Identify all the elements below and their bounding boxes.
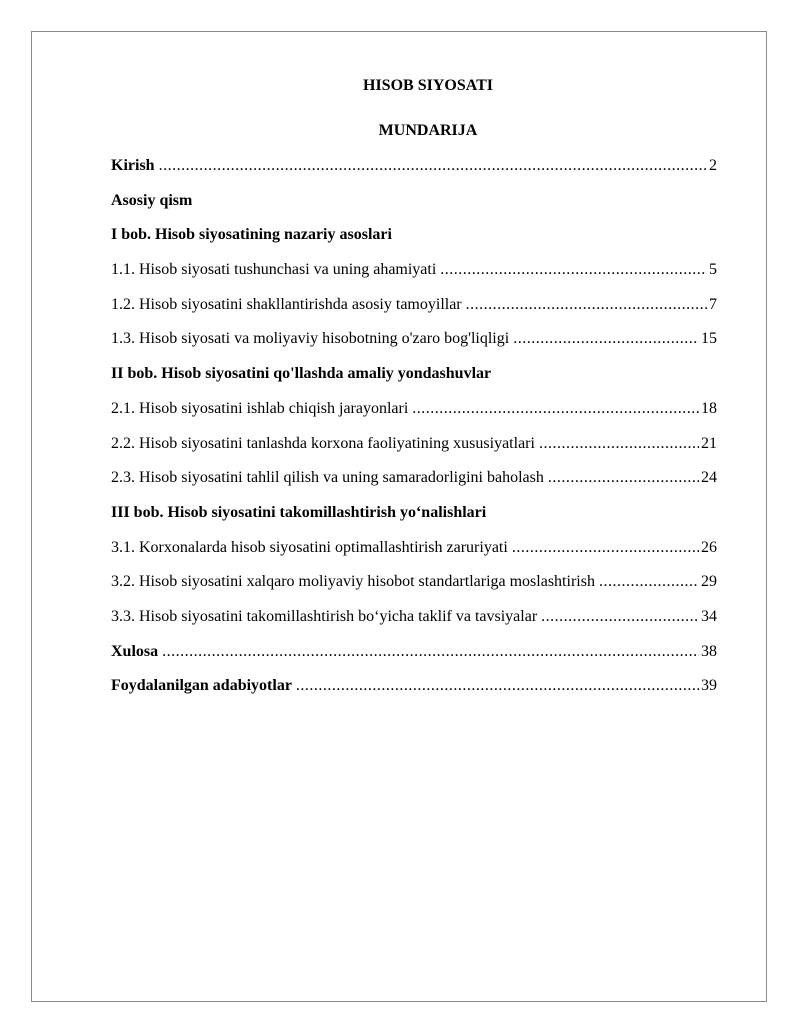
toc-section-heading [111, 364, 717, 399]
table-of-contents-heading: MUNDARIJA [378, 122, 478, 139]
toc-section-heading [111, 503, 717, 538]
toc-dot-leader [548, 468, 699, 488]
toc-dot-leader [440, 260, 707, 280]
toc-page-number: 15 [701, 330, 717, 348]
toc-entry-label: II bob. Hisob siyosatini qo'llashda amaliy yondashuvlar [111, 365, 492, 383]
toc-dot-leader [539, 434, 699, 454]
toc-entry [111, 538, 717, 573]
toc-page-number: 21 [701, 434, 717, 452]
toc-entry [111, 642, 717, 677]
toc-entry [111, 260, 717, 295]
toc-entry-label: 2.3. Hisob siyosatini tahlil qilish va uning samaradorligini baholash [111, 469, 544, 487]
toc-entry [111, 329, 717, 364]
document-title: HISOB SIYOSATI [363, 77, 493, 94]
toc-dot-leader [466, 295, 707, 315]
toc-page-number: 7 [709, 295, 717, 313]
toc-entry-label: I bob. Hisob siyosatining nazariy asoslari [111, 226, 392, 244]
toc-entry-label: 1.3. Hisob siyosati va moliyaviy hisobotning o'zaro bog'liqligi [111, 330, 510, 348]
toc-entry [111, 468, 717, 503]
toc-page-number: 18 [701, 399, 717, 417]
toc-entry [111, 295, 717, 330]
toc-section-heading [111, 191, 717, 226]
toc-dot-leader [412, 399, 699, 419]
toc-entry-label: Asosiy qism [111, 191, 193, 209]
toc-dot-leader [541, 607, 699, 627]
toc-entry-label: 1.2. Hisob siyosatini shakllantirishda asosiy tamoyillar [111, 295, 462, 313]
toc-dot-leader [159, 156, 707, 176]
toc-section-heading [111, 225, 717, 260]
toc-page-number: 2 [709, 157, 717, 174]
toc-dot-leader [296, 676, 699, 696]
toc-entry-label: 3.2. Hisob siyosatini xalqaro moliyaviy hisobot standartlariga moslashtirish [111, 573, 595, 591]
toc-page-number: 24 [701, 469, 717, 487]
toc-page-number: 34 [701, 607, 717, 625]
toc-page-number: 26 [701, 538, 717, 556]
toc-entry-label: Kirish [111, 157, 155, 174]
toc-entry-label: 1.1. Hisob siyosati tushunchasi va uning ahamiyati [111, 261, 437, 279]
toc-dot-leader [513, 329, 699, 349]
toc-page-number: 5 [709, 261, 717, 279]
toc-entry-label: 3.3. Hisob siyosatini takomillashtirish bo‘yicha taklif va tavsiyalar [111, 607, 538, 625]
toc-entry [111, 399, 717, 434]
toc-entry [111, 434, 717, 469]
toc-entry-label: 2.2. Hisob siyosatini tanlashda korxona faoliyatining xususiyatlari [111, 434, 535, 452]
table-of-contents [111, 156, 717, 711]
toc-entry [111, 676, 717, 711]
toc-entry-label: 3.1. Korxonalarda hisob siyosatini optimallashtirish zaruriyati [111, 538, 508, 556]
toc-entry-label: Xulosa [111, 642, 159, 660]
toc-entry [111, 607, 717, 642]
toc-dot-leader [599, 572, 699, 592]
toc-page-number: 29 [701, 573, 717, 591]
toc-entry [111, 156, 717, 191]
toc-dot-leader [162, 642, 699, 662]
toc-dot-leader [512, 538, 699, 558]
toc-entry [111, 572, 717, 607]
toc-entry-label: Foydalanilgan adabiyotlar [111, 677, 292, 695]
toc-page-number: 39 [701, 677, 717, 695]
toc-entry-label: 2.1. Hisob siyosatini ishlab chiqish jarayonlari [111, 399, 409, 417]
toc-entry-label: III bob. Hisob siyosatini takomillashtirish yo‘nalishlari [111, 503, 487, 521]
toc-page-number: 38 [701, 642, 717, 660]
